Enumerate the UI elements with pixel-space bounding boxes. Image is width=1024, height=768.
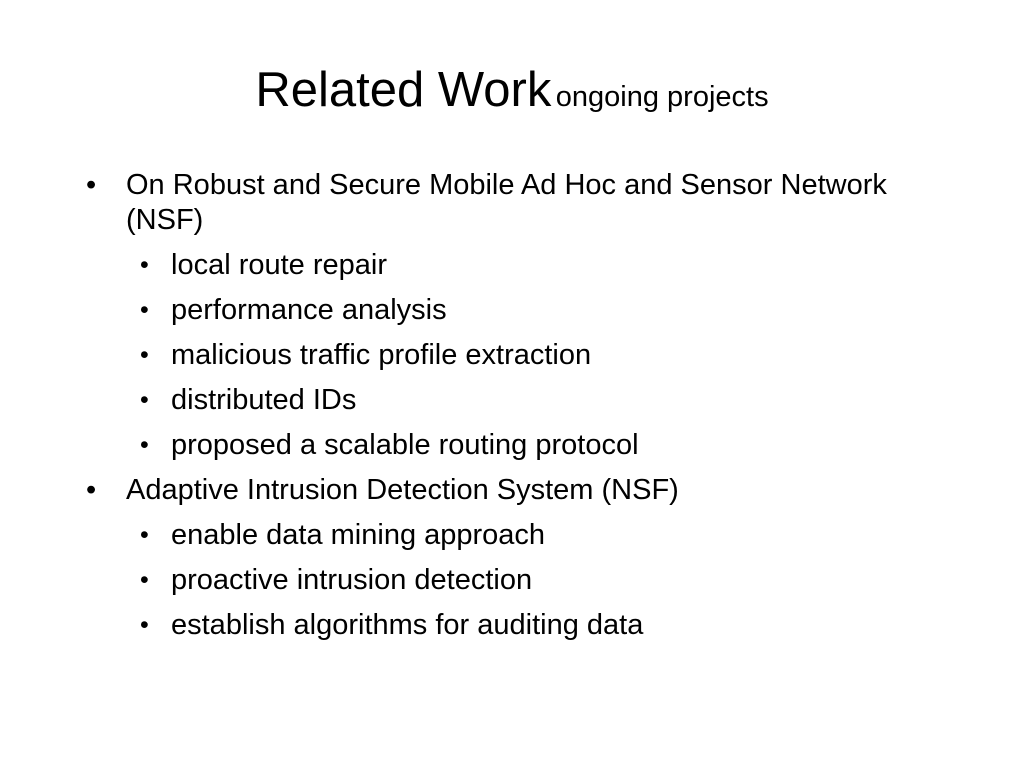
- bullet-icon: •: [140, 611, 149, 639]
- bullet-icon: •: [140, 521, 149, 549]
- bullet-icon: •: [140, 431, 149, 459]
- slide-title-subtitle: ongoing projects: [555, 81, 769, 113]
- sub-bullet-item-text: proactive intrusion detection: [171, 564, 533, 596]
- sub-bullet-item-text: distributed IDs: [171, 384, 357, 416]
- bullet-icon: •: [140, 251, 149, 279]
- sub-bullet-item: [126, 563, 966, 598]
- sub-bullet-item: [126, 383, 966, 418]
- bullet-icon: •: [140, 386, 149, 414]
- sub-bullet-item: [126, 428, 966, 463]
- bullet-icon: •: [140, 566, 149, 594]
- sub-bullet-list: [126, 518, 966, 643]
- bullet-icon: •: [86, 169, 97, 201]
- sub-bullet-item: [126, 608, 966, 643]
- sub-bullet-item: [126, 293, 966, 328]
- sub-bullet-item-text: performance analysis: [171, 294, 447, 326]
- sub-bullet-list: [126, 248, 966, 463]
- bullet-item: [86, 473, 966, 643]
- bullet-item-text: Adaptive Intrusion Detection System (NSF): [126, 474, 679, 506]
- bullet-item: [86, 168, 966, 463]
- sub-bullet-item-text: proposed a scalable routing protocol: [171, 429, 639, 461]
- sub-bullet-item-text: enable data mining approach: [171, 519, 546, 551]
- sub-bullet-item-text: malicious traffic profile extraction: [171, 339, 592, 371]
- sub-bullet-item: [126, 518, 966, 553]
- sub-bullet-item: [126, 248, 966, 283]
- bullet-icon: •: [86, 474, 97, 506]
- bullet-icon: •: [140, 341, 149, 369]
- bullet-list: [86, 168, 966, 653]
- bullet-icon: •: [140, 296, 149, 324]
- slide-title-main: Related Work: [255, 63, 552, 117]
- sub-bullet-item-text: establish algorithms for auditing data: [171, 609, 644, 641]
- sub-bullet-item: [126, 338, 966, 373]
- sub-bullet-item-text: local route repair: [171, 249, 387, 281]
- slide-title: [0, 63, 1024, 117]
- bullet-item-text: On Robust and Secure Mobile Ad Hoc and Sensor Network (NSF): [126, 169, 887, 236]
